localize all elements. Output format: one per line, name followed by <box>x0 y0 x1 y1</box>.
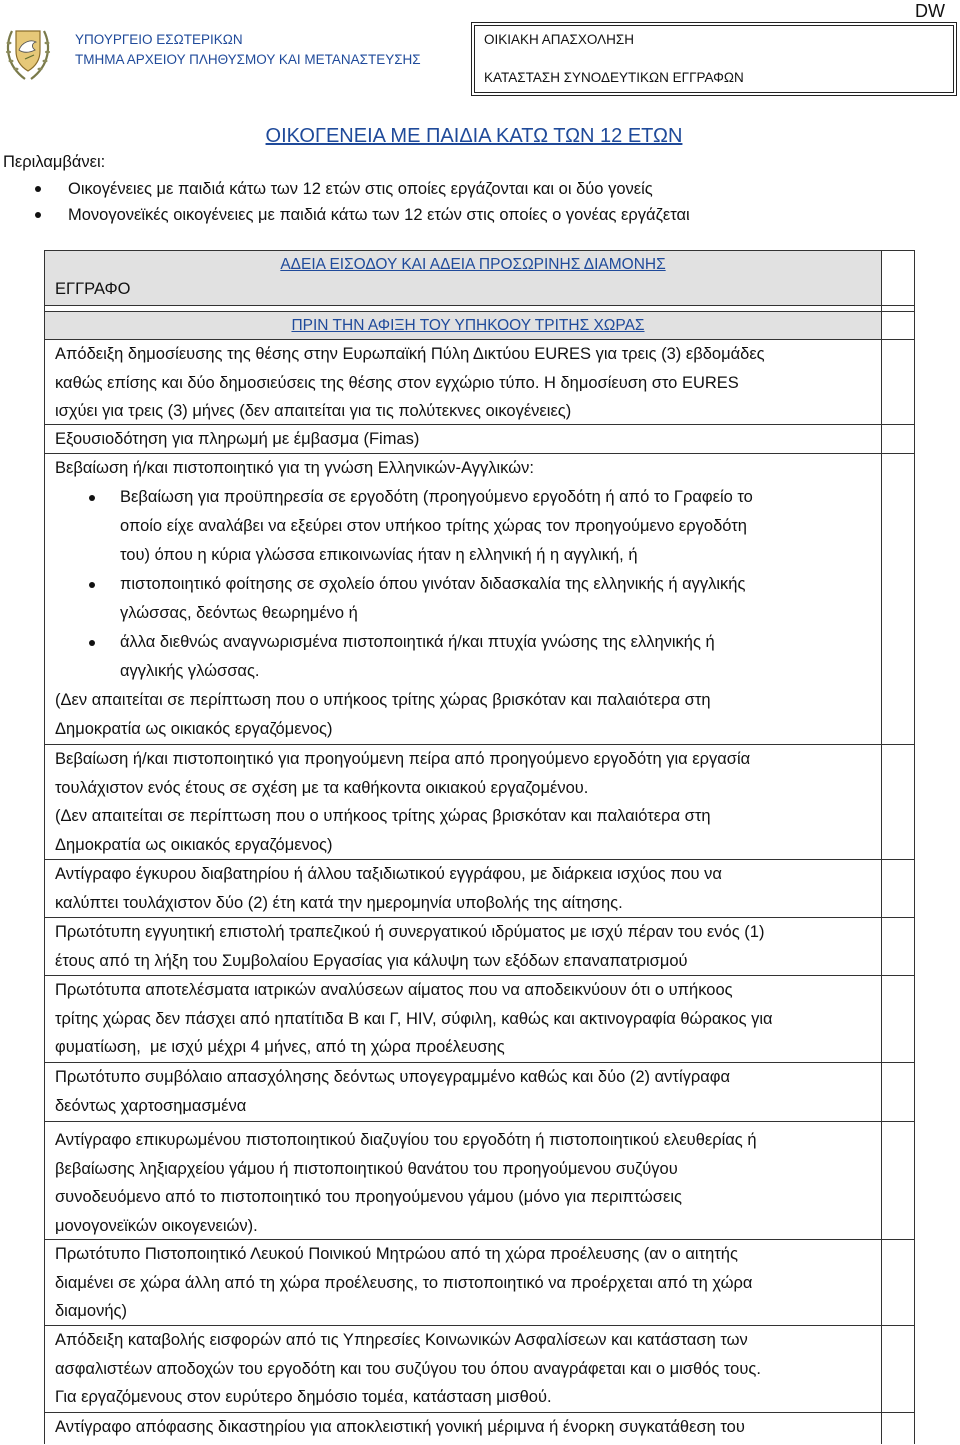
document-line: Πρωτότυπο συμβόλαιο απασχόλησης δεόντως υπογεγραμμένο καθώς και δύο (2) αντίγραφα <box>55 1068 731 1086</box>
document-line: Πρωτότυπο Πιστοποιητικό Λευκού Ποινικού Μητρώου από τη χώρα προέλευσης (αν ο αιτητής <box>55 1245 738 1263</box>
tick-cell <box>882 918 914 975</box>
document-line: Απόδειξη δημοσίευσης της θέσης στην Ευρωπαϊκή Πύλη Δικτύου EURES για τρεις (3) εβδομάδες <box>55 345 765 363</box>
document-line: συνοδευόμενο από το πιστοποιητικό του προηγούμενου γάμου (μόνο για περιπτώσεις <box>55 1188 682 1207</box>
document-line: Πρωτότυπα αποτελέσματα ιατρικών αναλύσεων αίματος που να αποδεικνύουν ότι ο υπήκοος <box>55 981 733 999</box>
document-line: έτους από τη λήξη του Συμβολαίου Εργασίας για κάλυψη των εξόδων επαναπατρισμού <box>55 951 688 970</box>
corner-code: DW <box>915 1 945 21</box>
bullet-icon <box>89 640 95 646</box>
documents-table <box>44 250 915 1444</box>
document-line: Εξουσιοδότηση για πληρωμή με έμβασμα (Fimas) <box>55 430 420 448</box>
document-cell <box>45 1122 882 1239</box>
tick-cell <box>882 1413 914 1444</box>
subsection-header-cell <box>45 312 882 339</box>
document-cell <box>45 454 882 744</box>
document-cell <box>45 340 882 424</box>
document-line: τουλάχιστον ενός έτους σε σχέση με τα καθήκοντα οικιακού εργαζομένου. <box>55 778 589 797</box>
list-item <box>55 483 881 570</box>
document-cell <box>45 745 882 859</box>
tick-cell <box>882 745 914 859</box>
tick-cell <box>882 251 914 305</box>
document-cell <box>45 1326 882 1412</box>
document-line: Αντίγραφο έγκυρου διαβατηρίου ή άλλου ταξιδιωτικού εγγράφου, με διάρκεια ισχύος που να <box>55 865 722 883</box>
tick-cell <box>882 1326 914 1412</box>
tick-cell <box>882 1122 914 1239</box>
tick-cell <box>882 454 914 744</box>
document-line: φυματίωση, με ισχύ μέχρι 4 μήνες, από τη χώρα προέλευσης <box>55 1038 505 1057</box>
list-item <box>55 570 881 628</box>
form-category: ΟΙΚΙΑΚΗ ΑΠΑΣΧΟΛΗΣΗ <box>484 32 634 47</box>
document-line: του) όπου η κύρια γλώσσα επικοινωνίας ήταν η ελληνική ή η αγγλική, ή <box>120 546 638 564</box>
document-cell <box>45 1240 882 1325</box>
table-header-row <box>45 251 914 306</box>
tick-cell <box>882 425 914 453</box>
coat-of-arms-logo <box>4 25 52 83</box>
exemption-note: Δημοκρατία ως οικιακός εργαζόμενος) <box>55 720 333 738</box>
row-medical-tests <box>45 976 914 1063</box>
document-line: διαμένει σε χώρα άλλη από τη χώρα προέλευσης, το πιστοποιητικό να προέρχεται από τη χώρα <box>55 1273 753 1292</box>
row-bank-guarantee-letter <box>45 918 914 976</box>
row-previous-experience-certificate <box>45 745 914 860</box>
bullet-icon <box>35 212 41 218</box>
document-line: μονογονεϊκών οικογενειών). <box>55 1217 258 1236</box>
document-line: βεβαίωσης ληξιαρχείου γάμου ή πιστοποιητικού θανάτου του προηγούμενου συζύγου <box>55 1159 678 1178</box>
document-line: ασφαλιστέων αποδοχών του εργοδότη και του συζύγου του όπου αναγράφεται και ο μισθός τους. <box>55 1359 761 1378</box>
includes-label: Περιλαμβάνει: <box>3 153 106 171</box>
list-item <box>55 628 881 686</box>
document-line: πιστοποιητικό φοίτησης σε σχολείο όπου γινόταν διδασκαλία της ελληνικής ή αγγλικής <box>120 575 746 593</box>
row-social-insurance-proof <box>45 1326 914 1413</box>
row-eures-publication-proof <box>45 340 914 425</box>
document-line: Βεβαίωση για προϋπηρεσία σε εργοδότη (προηγούμενο εργοδότη ή από το Γραφείο το <box>120 488 753 506</box>
document-line: άλλα διεθνώς αναγνωρισμένα πιστοποιητικά ή/και πτυχία γνώσης της ελληνικής ή <box>120 633 715 651</box>
tick-cell <box>882 306 914 311</box>
includes-item: Οικογένειες με παιδιά κάτω των 12 ετών στις οποίες εργάζονται και οι δύο γονείς <box>68 180 653 198</box>
section-title: ΑΔΕΙΑ ΕΙΣΟΔΟΥ ΚΑΙ ΑΔΕΙΑ ΠΡΟΣΩΡΙΝΗΣ ΔΙΑΜΟΝΗΣ <box>280 256 666 273</box>
document-line: Αντίγραφο επικυρωμένου πιστοποιητικού διαζυγίου του εργοδότη ή πιστοποιητικού ελευθερίας ή <box>55 1131 757 1149</box>
document-cell <box>45 1413 882 1444</box>
tick-cell <box>882 1240 914 1325</box>
row-criminal-record-certificate <box>45 1240 914 1326</box>
row-language-certificate <box>45 454 914 745</box>
row-employment-contract <box>45 1063 914 1122</box>
document-line: καλύπτει τουλάχιστον δύο (2) έτη κατά την ημερομηνία υποβολής της αίτησης. <box>55 893 623 912</box>
document-cell <box>45 918 882 975</box>
department-name: ΤΜΗΜΑ ΑΡΧΕΙΟΥ ΠΛΗΘΥΣΜΟΥ ΚΑΙ ΜΕΤΑΝΑΣΤΕΥΣΗΣ <box>75 52 421 67</box>
row-custody-court-decision <box>45 1413 914 1444</box>
document-cell <box>45 425 882 453</box>
tick-cell <box>882 1063 914 1121</box>
subsection-title: ΠΡΙΝ ΤΗΝ ΑΦΙΞΗ ΤΟΥ ΥΠΗΚΟΟΥ ΤΡΙΤΗΣ ΧΩΡΑΣ <box>291 317 645 334</box>
document-line: οποίο είχε αναλάβει να εξεύρει στον υπήκοο τρίτης χώρας τον προηγούμενο εργοδότη <box>120 517 747 535</box>
subsection-header-row <box>45 312 914 340</box>
bullet-icon <box>89 495 95 501</box>
document-line: ισχύει για τρεις (3) μήνες (δεν απαιτείται για τις πολύτεκνες οικογένειες) <box>55 402 572 421</box>
bullet-icon <box>35 186 41 192</box>
tick-cell <box>882 976 914 1062</box>
exemption-note: (Δεν απαιτείται σε περίπτωση που ο υπήκοος τρίτης χώρας βρισκόταν και παλαιότερα στη <box>55 691 711 709</box>
tick-cell <box>882 312 914 339</box>
ministry-name: ΥΠΟΥΡΓΕΙΟ ΕΣΩΤΕΡΙΚΩΝ <box>75 32 243 47</box>
row-payment-authorization <box>45 425 914 454</box>
document-line: γλώσσας, δεόντως θεωρημένο ή <box>120 604 358 622</box>
document-line: Βεβαίωση ή/και πιστοποιητικό για προηγούμενη πείρα από προηγούμενο εργοδότη για εργασία <box>55 750 751 768</box>
document-line: δεόντως χαρτοσημασμένα <box>55 1096 247 1115</box>
document-line: τρίτης χώρας δεν πάσχει από ηπατίτιδα Β και Γ, HIV, σύφιλη, καθώς και ακτινογραφία θώρακος για <box>55 1009 773 1028</box>
document-cell <box>45 976 882 1062</box>
tick-cell <box>882 860 914 917</box>
table-header-cell <box>45 251 882 305</box>
form-category-box <box>471 22 957 96</box>
document-cell <box>45 1063 882 1121</box>
document-line: Δημοκρατία ως οικιακός εργαζόμενος) <box>55 836 333 855</box>
document-line: αγγλικής γλώσσας. <box>120 662 260 680</box>
row-marital-status-certificate <box>45 1122 914 1240</box>
document-line: Βεβαίωση ή/και πιστοποιητικό για τη γνώση Ελληνικών-Αγγλικών: <box>55 459 534 477</box>
column-header-document: ΕΓΓΡΑΦΟ <box>55 280 131 298</box>
includes-item: Μονογονεϊκές οικογένειες με παιδιά κάτω των 12 ετών στις οποίες ο γονέας εργάζεται <box>68 206 690 224</box>
document-line: Για εργαζόμενους στον ευρύτερο δημόσιο τομέα, κατάσταση μισθού. <box>55 1388 552 1407</box>
document-line: Πρωτότυπη εγγυητική επιστολή τραπεζικού ή συνεργατικού ιδρύματος με ισχύ πέραν του ενός (1) <box>55 923 765 941</box>
document-line: (Δεν απαιτείται σε περίπτωση που ο υπήκοος τρίτης χώρας βρισκόταν και παλαιότερα στη <box>55 807 711 826</box>
document-line: Αντίγραφο απόφασης δικαστηρίου για αποκλειστική γονική μέριμνα ή ένορκη συγκατάθεση του <box>55 1418 745 1436</box>
page-title: ΟΙΚΟΓΕΝΕΙΑ ΜΕ ΠΑΙΔΙΑ ΚΑΤΩ ΤΩΝ 12 ΕΤΩΝ <box>265 125 683 147</box>
row-passport-copy <box>45 860 914 918</box>
document-line: καθώς επίσης και δύο δημοσιεύσεις της θέσης στον εγχώριο τύπο. Η δημοσίευση στο EURES <box>55 373 739 392</box>
document-line: διαμονής) <box>55 1302 127 1321</box>
document-cell <box>45 860 882 917</box>
spacer-cell <box>45 306 882 311</box>
form-subtitle: ΚΑΤΑΣΤΑΣΗ ΣΥΝΟΔΕΥΤΙΚΩΝ ΕΓΓΡΑΦΩΝ <box>484 70 744 85</box>
bullet-icon <box>89 582 95 588</box>
tick-cell <box>882 340 914 424</box>
document-line: Απόδειξη καταβολής εισφορών από τις Υπηρεσίες Κοινωνικών Ασφαλίσεων και κατάσταση των <box>55 1331 748 1349</box>
